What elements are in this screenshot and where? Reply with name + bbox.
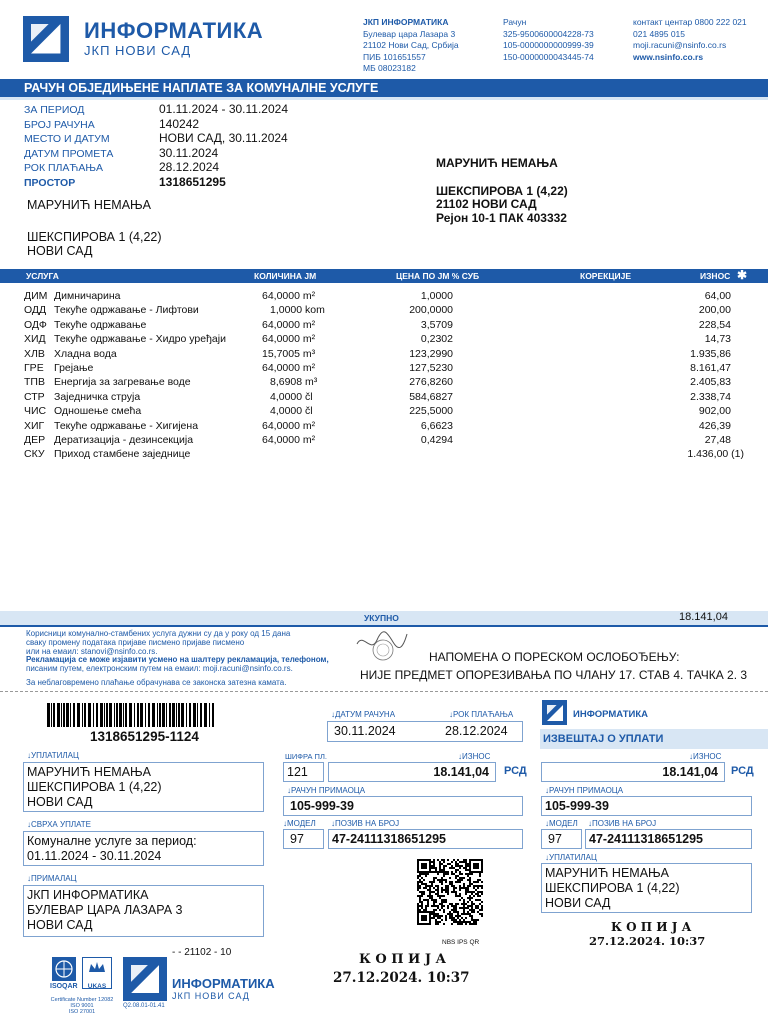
row-qty: 8,6908 m³ [270, 376, 318, 389]
asterisk-icon: ✱ [737, 268, 748, 282]
row-price: 276,8260 [409, 376, 453, 389]
table-row: ХИГ [24, 419, 45, 432]
th-amount: ИЗНОС [700, 271, 731, 281]
date-label: ↓ ДАТУМ РАЧУНА [331, 710, 395, 719]
col-price [383, 289, 453, 447]
company-address: Булевар цара Лазара 3 [363, 28, 456, 39]
row-price: 6,6623 [420, 419, 453, 432]
table-row: ХЛВ [24, 347, 45, 360]
cut-line [0, 691, 768, 692]
row-name: Хладна вода [54, 347, 117, 360]
customer-city: НОВИ САД [27, 244, 93, 258]
meta-due-label: РОК ПЛАЋАЊА [24, 162, 103, 174]
row-amount: 902,00 [698, 405, 731, 418]
due-label: ↓ РОК ПЛАЋАЊА [449, 710, 513, 719]
row-name: Грејање [54, 362, 94, 375]
qr-icon [417, 850, 483, 934]
payer-line-1: МАРУНИЋ НЕМАЊА [27, 765, 151, 779]
total-label: УКУПНО [364, 613, 399, 623]
row-amount: 1.935,86 [690, 347, 731, 360]
company-mb: МБ 08023182 [363, 63, 416, 73]
receipt-account: 105-999-39 [545, 799, 609, 813]
company-city: 21102 Нови Сад, Србија [363, 40, 459, 50]
meta-place: НОВИ САД, 30.11.2024 [159, 131, 288, 145]
row-name: Текуће одржавање - Лифтови [54, 304, 199, 317]
table-row: ОДФ [24, 318, 47, 331]
th-qty: КОЛИЧИНА ЈМ [254, 271, 317, 281]
invoice-meta-values [159, 102, 288, 189]
iso-9001: ISO 9001 [70, 1003, 94, 1009]
row-qty: 64,0000 m² [262, 362, 316, 375]
row-price: 1,0000 [420, 290, 453, 302]
meta-number: 140242 [159, 116, 200, 131]
receipt-model-label: ↓ МОДЕЛ [545, 819, 578, 828]
contact-email[interactable]: moji.racuni@nsinfo.co.rs [633, 40, 727, 50]
row-price: 123,2990 [409, 347, 453, 360]
account-value: 105-999-39 [290, 799, 354, 813]
receipt-currency: РСД [731, 765, 754, 777]
notice-line-5: писаним путем, електронским путем на емаил: moji.racuni@nsinfo.co.rs. [26, 664, 293, 674]
company-pib: ПИБ 101651557 [363, 51, 426, 62]
receipt-brand: ИНФОРМАТИКА [573, 709, 648, 720]
row-amount: 64,00 [704, 290, 731, 302]
iso-27001: ISO 27001 [68, 1009, 96, 1015]
model-field[interactable] [283, 829, 324, 849]
account-field[interactable] [283, 796, 523, 816]
amount-field[interactable] [328, 762, 496, 782]
tax-note-title: НАПОМЕНА О ПОРЕСКОМ ОСЛОБОЂЕЊУ: [429, 650, 680, 664]
receipt-payer-line-3: НОВИ САД [545, 896, 611, 910]
meta-period: 01.11.2024 - 30.11.2024 [159, 102, 288, 116]
table-row: ХИД [24, 333, 46, 346]
col-qty [262, 289, 325, 447]
payer-label: ↓ УПЛАТИЛАЦ [27, 751, 79, 760]
account-1: 325-9500600004228-73 [503, 28, 594, 39]
table-row: ДЕР [24, 434, 46, 447]
recipient-region: Рејон 10-1 ПАК 403332 [436, 210, 567, 225]
footer-logo [123, 957, 167, 1001]
row-name: Заједничка струја [54, 390, 141, 403]
row-amount: 426,39 [698, 419, 731, 432]
row-name: Текуће одржавање [54, 318, 147, 331]
signature-icon [353, 628, 409, 662]
globe-icon [52, 957, 76, 981]
customer-address [27, 198, 162, 258]
col-code [24, 289, 47, 462]
invoice-date: 30.11.2024 [334, 724, 396, 738]
recipient-line-1: ЈКП ИНФОРМАТИКА [27, 888, 149, 902]
due-date: 28.12.2024 [445, 724, 508, 738]
receipt-copy-date: 27.12.2024. 10:37 [589, 934, 706, 948]
purpose-line-2: 01.11.2024 - 30.11.2024 [27, 849, 162, 863]
row-name: Одношење смећа [54, 405, 142, 418]
row-amount: 200,00 [698, 304, 731, 317]
contact-center: контакт центар 0800 222 021 [633, 17, 747, 27]
col-name [54, 289, 226, 462]
contact-web[interactable]: www.nsinfo.co.rs [633, 51, 704, 62]
receipt-copy-label: К О П И Ј А [611, 920, 692, 934]
receipt-amount: 18.141,04 [662, 765, 718, 779]
notice-line-1: Корисници комунално-стамбених услуга дужни су да у року од 15 дана [26, 629, 291, 638]
recipient-street: ШЕКСПИРОВА 1 (4,22) [436, 183, 568, 198]
meta-place-label: МЕСТО И ДАТУМ [24, 133, 110, 145]
recipient-line-3: НОВИ САД [27, 918, 93, 932]
bank-accounts [503, 17, 594, 63]
th-correction: КОРЕКЦИЈЕ [580, 271, 632, 281]
table-header [0, 269, 768, 283]
crown-icon [83, 958, 111, 978]
row-name: Дератизација - дезинсекција [54, 434, 194, 447]
row-qty: 4,0000 čl [270, 405, 313, 418]
row-price: 225,5000 [409, 405, 453, 418]
receipt-ref-field [585, 829, 752, 849]
th-price: ЦЕНА ПО ЈМ % СУБ [396, 271, 480, 281]
postal-code-line: - - 21102 - 10 [172, 947, 232, 958]
customer-street: ШЕКСПИРОВА 1 (4,22) [27, 230, 162, 244]
ref-label: ↓ ПОЗИВ НА БРОЈ [331, 819, 399, 828]
th-service: УСЛУГА [26, 271, 59, 281]
row-name: Текуће одржавање - Хигијена [54, 419, 199, 432]
receipt-logo [542, 700, 567, 725]
purpose-line-1: Комуналне услуге за период: [27, 834, 197, 848]
total-underline [0, 625, 768, 627]
row-price: 3,5709 [420, 318, 453, 331]
customer-name: МАРУНИЋ НЕМАЊА [27, 198, 151, 212]
account-2: 105-0000000000999-39 [503, 40, 594, 50]
signature-stamp [353, 628, 409, 667]
receipt-payer-label: ↓ УПЛАТИЛАЦ [545, 853, 597, 862]
slip-copy-date: 27.12.2024. 10:37 [333, 970, 470, 986]
pay-code: 121 [287, 765, 308, 779]
total-value: 18.141,04 [679, 611, 728, 623]
purpose-label: ↓ СВРХА УПЛАТЕ [27, 820, 91, 829]
receipt-ref: 47-24111318651295 [589, 832, 704, 846]
isoqar-label: ISOQAR [50, 983, 78, 990]
receipt-payer-line-2: ШЕКСПИРОВА 1 (4,22) [545, 881, 680, 895]
recipient-city: 21102 НОВИ САД [436, 197, 537, 211]
receipt-payer-box [541, 863, 752, 913]
row-amount: 2.405,83 [690, 376, 731, 389]
receipt-ref-label: ↓ ПОЗИВ НА БРОЈ [588, 819, 656, 828]
company-name: ЈКП ИНФОРМАТИКА [363, 17, 449, 27]
customer-notice [26, 630, 329, 674]
barcode [47, 703, 217, 727]
late-payment-note: За неблаговремено плаћање обрачунава се законска затезна камата. [26, 678, 287, 687]
table-row: ГРЕ [24, 362, 44, 375]
ref-value: 47-24111318651295 [332, 832, 447, 846]
row-amount: 27,48 [704, 434, 731, 447]
table-row: СТР [24, 390, 45, 403]
model-label: ↓ МОДЕЛ [283, 819, 316, 828]
title-bar [0, 79, 768, 97]
brand-name: ИНФОРМАТИКА [84, 18, 264, 43]
notice-line-2: сваку промену података пријаве писмено пријаве писмено [26, 637, 245, 647]
payer-box[interactable] [23, 762, 264, 812]
receipt-title: ИЗВЕШТАЈ О УПЛАТИ [543, 733, 664, 745]
row-name: Приход стамбене заједнице [54, 448, 191, 461]
row-qty: 64,0000 m² [262, 434, 316, 447]
row-amount: 14,73 [704, 333, 731, 346]
recipient-address [436, 157, 568, 225]
ref-field[interactable] [328, 829, 523, 849]
recipient-box[interactable] [23, 885, 264, 937]
receipt-title-bar [540, 729, 768, 749]
receipt-amount-field [541, 762, 725, 782]
receipt-account-label: ↓ РАЧУН ПРИМАОЦА [545, 786, 623, 795]
isoqar-logo [52, 957, 76, 981]
total-bar [0, 611, 768, 625]
recipient-label: ↓ ПРИМАЛАЦ [27, 874, 77, 883]
footer-brand: ИНФОРМАТИКА [172, 976, 275, 991]
pay-code-label: ШИФРА ПЛ. [285, 752, 327, 761]
row-price: 584,6827 [409, 390, 453, 403]
invoice-meta [24, 103, 113, 190]
recipient-name: МАРУНИЋ НЕМАЊА [436, 156, 558, 170]
account-label: ↓ РАЧУН ПРИМАОЦА [287, 786, 365, 795]
table-row: СКУ [24, 448, 45, 461]
receipt-payer-line-1: МАРУНИЋ НЕМАЊА [545, 866, 669, 880]
table-row: ТПВ [24, 376, 45, 389]
receipt-model-field [541, 829, 582, 849]
row-name: Димничарина [54, 290, 121, 302]
row-qty: 1,0000 kom [270, 304, 325, 317]
contact-phone: 021 4895 015 [633, 28, 685, 39]
company-info [363, 17, 459, 75]
row-qty: 64,0000 m² [262, 419, 316, 432]
receipt-model: 97 [548, 832, 562, 846]
barcode-text: 1318651295-1124 [90, 729, 199, 744]
tax-note-text: НИЈЕ ПРЕДМЕТ ОПОРЕЗИВАЊА ПО ЧЛАНУ 17. СТАВ 4. ТАЧКА 2. 3 [360, 668, 748, 682]
row-price: 200,0000 [409, 304, 453, 317]
contact-info [633, 17, 747, 63]
dates-box [327, 721, 523, 742]
recipient-line-2: БУЛЕВАР ЦАРА ЛАЗАРА 3 [27, 903, 183, 917]
row-amount: 8.161,47 [690, 362, 731, 375]
ukas-label: UKAS [87, 983, 107, 990]
meta-number-label: БРОЈ РАЧУНА [24, 118, 95, 131]
row-price: 0,2302 [420, 333, 453, 346]
col-amount [640, 289, 744, 462]
barcode-graphic [47, 703, 217, 727]
currency: РСД [504, 765, 527, 777]
payer-line-2: ШЕКСПИРОВА 1 (4,22) [27, 780, 162, 794]
amount-value: 18.141,04 [433, 765, 489, 779]
meta-period-label: ЗА ПЕРИОД [24, 104, 85, 116]
invoice-title: РАЧУН ОБЈЕДИЊЕНЕ НАПЛАТЕ ЗА КОМУНАЛНЕ УСЛУГЕ [24, 81, 379, 95]
row-name: Енергија за загревање воде [54, 376, 191, 389]
meta-turnover-label: ДАТУМ ПРОМЕТА [24, 147, 114, 160]
row-amount: 2.338,74 [690, 390, 731, 403]
meta-space-label: ПРОСТОР [24, 176, 76, 189]
row-amount: 1.436,00 (1) [687, 448, 744, 461]
qr-code [417, 850, 483, 934]
meta-space: 1318651295 [159, 174, 226, 189]
title-underline [0, 97, 768, 100]
row-price: 0,4294 [420, 434, 453, 447]
ukas-logo [82, 957, 112, 989]
row-price: 127,5230 [409, 362, 453, 375]
row-qty: 64,0000 m² [262, 290, 316, 302]
table-row: ДИМ [24, 290, 48, 302]
row-qty: 64,0000 m² [262, 333, 316, 346]
brand-logo [23, 16, 69, 62]
table-row: ЧИС [24, 405, 47, 418]
row-amount: 228,54 [698, 318, 731, 331]
account-3: 150-0000000043445-74 [503, 51, 594, 62]
meta-due: 28.12.2024 [159, 160, 220, 174]
row-qty: 15,7005 m³ [262, 347, 316, 360]
table-row: ОДД [24, 304, 47, 317]
payer-line-3: НОВИ САД [27, 795, 93, 809]
cert-number: Certificate Number 12082 [50, 997, 114, 1003]
footer-docref: Q2.08.01-01.41 [123, 1003, 165, 1009]
receipt-account-field [541, 796, 752, 816]
row-qty: 4,0000 čl [270, 390, 313, 403]
row-qty: 64,0000 m² [262, 318, 316, 331]
notice-line-4: Рекламација се може изјавити усмено на шалтеру рекламација, телефоном, [26, 655, 329, 665]
receipt-amount-label: ↓ ИЗНОС [689, 752, 721, 761]
pay-code-field[interactable] [283, 762, 324, 782]
slip-copy-label: К О П И Ј А [359, 952, 447, 967]
brand-subtitle: ЈКП НОВИ САД [84, 43, 192, 58]
qr-caption: NBS IPS QR [442, 939, 480, 946]
accounts-label: Рачун [503, 17, 527, 27]
purpose-box[interactable] [23, 831, 264, 866]
cert-info [48, 997, 116, 1015]
footer-brand-sub: ЈКП НОВИ САД [172, 991, 250, 1001]
meta-turnover: 30.11.2024 [159, 145, 219, 160]
model-value: 97 [290, 832, 304, 846]
notice-line-3: или на емаил: stanovi@nsinfo.co.rs. [26, 646, 158, 656]
amount-label: ↓ ИЗНОС [458, 752, 490, 761]
row-name: Текуће одржавање - Хидро уређаји [54, 333, 226, 346]
